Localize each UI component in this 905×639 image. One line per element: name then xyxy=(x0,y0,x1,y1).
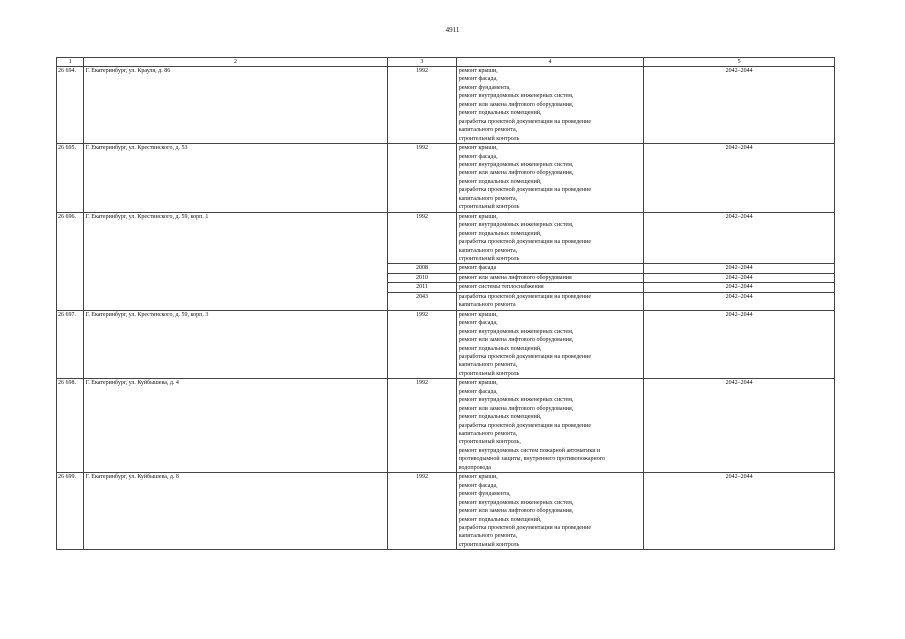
table-row xyxy=(57,212,835,264)
work-item: строительный контроль xyxy=(458,255,520,262)
works-cell xyxy=(456,273,644,282)
year-cell: 1992 xyxy=(388,379,456,473)
table-row xyxy=(57,67,835,144)
work-item: строительный контроль xyxy=(458,135,520,142)
period-cell: 2042–2044 xyxy=(644,379,835,473)
work-item: ремонт подвальных помещений, xyxy=(458,110,542,117)
work-item: ремонт внутридомовых систем пожарной автоматики и xyxy=(458,447,601,454)
record-number: 26 694. xyxy=(57,67,84,144)
house-address: Г. Екатеринбург, ул. Крестинского, д. 59, корп. 1 xyxy=(83,212,388,310)
work-item: разработка проектной документации на проведение xyxy=(458,187,592,194)
works-cell xyxy=(456,212,644,264)
work-item: разработка проектной документации на проведение xyxy=(458,239,592,246)
work-item: строительный контроль xyxy=(458,370,520,377)
work-item: ремонт крыши, xyxy=(458,213,498,220)
work-item: ремонт внутридомовых инженерных систем, xyxy=(458,161,574,168)
work-item: противодымной защиты, внутреннего противопожарного xyxy=(458,456,606,463)
period-cell: 2042–2044 xyxy=(644,292,835,310)
house-address: Г. Екатеринбург, ул. Куйбышева, д. 8 xyxy=(83,473,388,550)
year-cell: 1992 xyxy=(388,144,456,213)
works-cell xyxy=(456,264,644,273)
work-item: строительный контроль xyxy=(458,541,520,548)
period-cell: 2042–2044 xyxy=(644,473,835,550)
work-item: капитального ремонта, xyxy=(458,195,518,202)
work-item: разработка проектной документации на проведение xyxy=(458,422,592,429)
table-row xyxy=(57,144,835,213)
work-item: разработка проектной документации на проведение xyxy=(458,353,592,360)
work-item: ремонт фундамента, xyxy=(458,84,511,91)
works-cell xyxy=(456,379,644,473)
work-item: ремонт крыши, xyxy=(458,380,498,387)
year-cell: 2011 xyxy=(388,283,456,292)
record-number: 26 697. xyxy=(57,310,84,379)
work-item: ремонт крыши, xyxy=(458,68,498,74)
period-cell: 2042–2044 xyxy=(644,144,835,213)
work-item: ремонт внутридомовых инженерных систем, xyxy=(458,499,574,506)
work-item: ремонт подвальных помещений, xyxy=(458,230,542,237)
column-header-5: 5 xyxy=(644,58,835,67)
year-cell: 2008 xyxy=(388,264,456,273)
repair-schedule-table xyxy=(56,57,835,550)
record-number: 26 696. xyxy=(57,212,84,310)
work-item: ремонт внутридомовых инженерных систем, xyxy=(458,93,574,100)
table-row xyxy=(57,310,835,379)
work-item: ремонт крыши, xyxy=(458,145,498,152)
works-cell xyxy=(456,283,644,292)
house-address: Г. Екатеринбург, ул. Куйбышева, д. 4 xyxy=(83,379,388,473)
period-cell: 2042–2044 xyxy=(644,264,835,273)
period-cell: 2042–2044 xyxy=(644,212,835,264)
work-item: ремонт фасада, xyxy=(458,76,498,83)
work-item: ремонт внутридомовых инженерных систем, xyxy=(458,397,574,404)
column-header-1: 1 xyxy=(57,58,84,67)
year-cell: 1992 xyxy=(388,310,456,379)
work-item: ремонт фундамента, xyxy=(458,491,511,498)
work-item: ремонт подвальных помещений, xyxy=(458,178,542,185)
year-cell: 2043 xyxy=(388,292,456,310)
work-item: ремонт фасада, xyxy=(458,482,498,489)
work-item: ремонт системы теплоснабжения xyxy=(458,284,544,291)
year-cell: 1992 xyxy=(388,67,456,144)
work-item: капитального ремонта, xyxy=(458,362,518,369)
house-address: Г. Екатеринбург, ул. Крестинского, д. 59, корп. 3 xyxy=(83,310,388,379)
work-item: ремонт крыши, xyxy=(458,474,498,481)
work-item: ремонт фасада, xyxy=(458,153,498,160)
work-item: строительный контроль, xyxy=(458,439,521,446)
work-item: ремонт подвальных помещений, xyxy=(458,414,542,421)
work-item: разработка проектной документации на проведение xyxy=(458,118,592,125)
works-cell xyxy=(456,144,644,213)
work-item: разработка проектной документации на проведение xyxy=(458,293,592,300)
work-item: капитального ремонта, xyxy=(458,127,518,134)
work-item: ремонт подвальных помещений, xyxy=(458,516,542,523)
work-item: ремонт или замена лифтового оборудования, xyxy=(458,405,574,412)
work-item: капитального ремонта xyxy=(458,302,516,309)
work-item: капитального ремонта, xyxy=(458,247,518,254)
work-item: ремонт фасада, xyxy=(458,388,498,395)
work-item: ремонт фасада xyxy=(458,265,497,272)
work-item: ремонт фасада, xyxy=(458,320,498,327)
work-item: разработка проектной документации на проведение xyxy=(458,525,592,532)
record-number: 26 695. xyxy=(57,144,84,213)
work-item: водопровода xyxy=(458,464,491,471)
works-cell xyxy=(456,473,644,550)
year-cell: 2010 xyxy=(388,273,456,282)
work-item: ремонт или замена лифтового оборудования, xyxy=(458,337,574,344)
work-item: ремонт или замена лифтового оборудования, xyxy=(458,170,574,177)
works-cell xyxy=(456,292,644,310)
record-number: 26 699. xyxy=(57,473,84,550)
period-cell: 2042–2044 xyxy=(644,273,835,282)
work-item: ремонт подвальных помещений, xyxy=(458,345,542,352)
table-row xyxy=(57,379,835,473)
work-item: строительный контроль xyxy=(458,204,520,211)
work-item: ремонт или замена лифтового оборудования, xyxy=(458,101,574,108)
house-address: Г. Екатеринбург, ул. Крауля, д. 86 xyxy=(83,67,388,144)
work-item: капитального ремонта, xyxy=(458,431,518,438)
column-header-2: 2 xyxy=(83,58,388,67)
work-item: ремонт внутридомовых инженерных систем, xyxy=(458,222,574,229)
year-cell: 1992 xyxy=(388,473,456,550)
period-cell: 2042–2044 xyxy=(644,67,835,144)
work-item: ремонт внутридомовых инженерных систем, xyxy=(458,328,574,335)
column-header-3: 3 xyxy=(388,58,456,67)
works-cell xyxy=(456,310,644,379)
record-number: 26 698. xyxy=(57,379,84,473)
period-cell: 2042–2044 xyxy=(644,283,835,292)
work-item: ремонт крыши, xyxy=(458,311,498,318)
work-item: ремонт или замена лифтового оборудования xyxy=(458,274,572,281)
works-cell xyxy=(456,67,644,144)
table-row xyxy=(57,473,835,550)
work-item: капитального ремонта, xyxy=(458,533,518,540)
house-address: Г. Екатеринбург, ул. Крестинского, д. 53 xyxy=(83,144,388,213)
period-cell: 2042–2044 xyxy=(644,310,835,379)
work-item: ремонт или замена лифтового оборудования, xyxy=(458,508,574,515)
year-cell: 1992 xyxy=(388,212,456,264)
table-header-row xyxy=(57,58,835,67)
column-header-4: 4 xyxy=(456,58,644,67)
page-number: 4911 xyxy=(445,26,460,34)
